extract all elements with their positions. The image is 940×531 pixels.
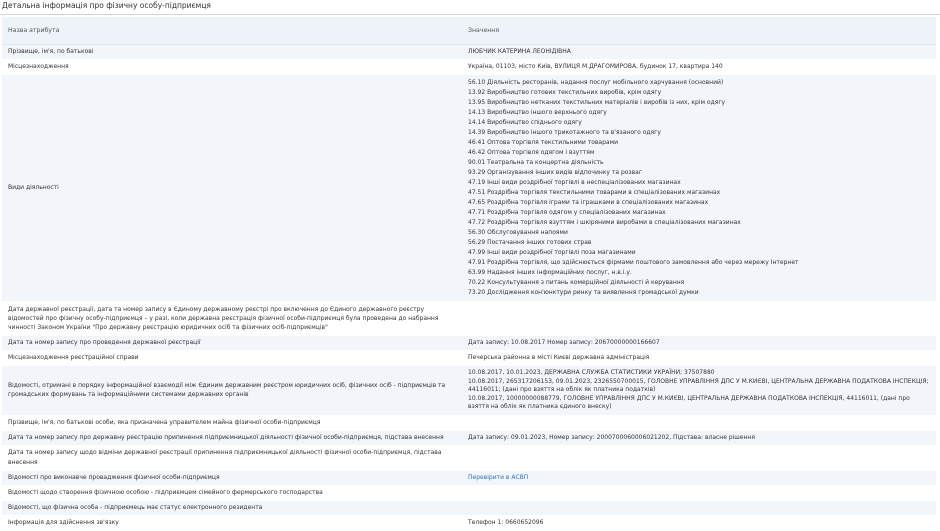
- row-label: Місцезнаходження реєстраційної справи: [2, 351, 464, 366]
- row-label-text: Дата державної реєстрації, дата та номер запису в Єдиному державному реєстрі про включення до Єдиного державного реєстру відомостей про фізичну особу-підприємця – у разі, коли державна реєстрація фізичної особи-підприємця була проведена до набрання чинності Законом України "Про державну реєстрацію юридичних осіб та фізичних осіб-підприємців": [8, 306, 439, 331]
- activity-item: 70.22 Консультування з питань комерційної діяльності й керування: [468, 279, 685, 286]
- check-asvp-link[interactable]: Перевірити в АСВП: [468, 473, 529, 481]
- row-label-text: Відомості, отримані в порядку інформаційної взаємодії між Єдиним державним реєстром юридичних осіб, фізичних осіб - підприємців та громадських формувань та інформаційними системами державних органів: [8, 382, 446, 399]
- activities-list: [464, 75, 936, 302]
- activity-item: 47.91 Роздрібна торгівля, що здійснюється фірмами поштового замовлення або через мережу Інтернет: [468, 259, 799, 266]
- table-row: [2, 485, 936, 500]
- header-attribute-name: Назва атрибута: [2, 17, 464, 45]
- table-row: [2, 351, 936, 366]
- activity-item: 56.29 Постачання інших готових страв: [468, 239, 592, 246]
- row-value: ЛЮБЧИК КАТЕРИНА ЛЕОНІДІВНА: [464, 45, 936, 60]
- activity-item: 47.19 Інші види роздрібної торгівлі в неспеціалізованих магазинах: [468, 179, 681, 186]
- activity-item: 47.65 Роздрібна торгівля іграми та іграшками в спеціалізованих магазинах: [468, 199, 709, 206]
- activity-item: 14.39 Виробництво іншого трикотажного та в'язаного одягу: [468, 129, 661, 136]
- activity-item: 73.20 Дослідження кон'юнктури ринку та виявлення громадської думки: [468, 289, 699, 296]
- title-divider: [0, 14, 940, 15]
- row-label: Місцезнаходження: [2, 60, 464, 75]
- table-row: [2, 470, 936, 485]
- header-value: Значення: [464, 17, 936, 45]
- table-row: [2, 75, 936, 302]
- row-label: Відомості про виконавче провадження фізичної особи-підприємця: [2, 470, 464, 485]
- row-value: Дата запису: 09.01.2023, Номер запису: 2000700060006021202, Підстава: власне рішення: [464, 430, 936, 445]
- activity-item: 47.72 Роздрібна торгівля взуттям і шкіряними виробами в спеціалізованих магазинах: [468, 219, 741, 226]
- row-value: [464, 302, 936, 336]
- activity-item: 90.01 Театральна та концертна діяльність: [468, 159, 604, 166]
- row-value: [464, 485, 936, 500]
- row-label: Відомості щодо створення фізичною особою - підприємцем сімейного фермерського господарства: [2, 485, 464, 500]
- activity-item: 14.14 Виробництво спіднього одягу: [468, 119, 582, 126]
- row-label: Дата та номер запису щодо відміни державної реєстрації припинення підприємницької діяльності фізичної особи-підприємця, підстава внесення: [2, 445, 464, 470]
- row-value: [464, 500, 936, 515]
- activity-item: 56.10 Діяльність ресторанів, надання послуг мобільного харчування (основний): [468, 79, 724, 86]
- row-label: Прізвище, ім'я, по батькові: [2, 45, 464, 60]
- table-row: [2, 445, 936, 470]
- activity-item: 56.30 Обслуговування напоями: [468, 229, 568, 236]
- attributes-table: [2, 17, 936, 531]
- activity-item: 47.71 Роздрібна торгівля одягом у спеціалізованих магазинах: [468, 209, 666, 216]
- row-value: [464, 470, 936, 485]
- row-value: [464, 415, 936, 430]
- table-row: [2, 45, 936, 60]
- activity-item: 46.41 Оптова торгівля текстильними товарами: [468, 139, 619, 146]
- row-label: [2, 366, 464, 416]
- info-line: 10.08.2017, 10000000088779, ГОЛОВНЕ УПРАВЛІННЯ ДПС У М.КИЄВІ, ЦЕНТРАЛЬНА ДЕРЖАВНА ПОДАТКОВА ІНСПЕКЦІЯ, 44116011, (дані про взяття на облік як платника єдиного внеску): [468, 394, 910, 410]
- activity-item: 46.42 Оптова торгівля одягом і взуттям: [468, 149, 595, 156]
- table-row: [2, 500, 936, 515]
- row-value: Печерська районна в місті Києві державна адміністрація: [464, 351, 936, 366]
- table-row: [2, 366, 936, 416]
- row-value: Україна, 01103, місто Київ, ВУЛИЦЯ М.ДРАГОМИРОВА, будинок 17, квартира 140: [464, 60, 936, 75]
- table-row: [2, 430, 936, 445]
- row-value: Телефон 1: 0660652096: [464, 515, 936, 530]
- page-title: Детальна інформація про фізичну особу-підприємця: [0, 0, 940, 14]
- row-label: Дата та номер запису про проведення державної реєстрації: [2, 336, 464, 351]
- activity-item: 47.51 Роздрібна торгівля текстильними товарами в спеціалізованих магазинах: [468, 189, 721, 196]
- activity-item: 93.29 Організування інших видів відпочинку та розваг: [468, 169, 642, 176]
- row-value: [464, 366, 936, 416]
- table-header-row: [2, 17, 936, 45]
- table-row: [2, 60, 936, 75]
- activity-item: 14.13 Виробництво іншого верхнього одягу: [468, 109, 607, 116]
- info-line: 10.08.2017, 10.01.2023, ДЕРЖАВНА СЛУЖБА СТАТИСТИКИ УКРАЇНИ; 37507880: [468, 369, 715, 376]
- activity-item: 13.95 Виробництво нетканих текстильних матеріалів і виробів із них, крім одягу: [468, 99, 726, 106]
- table-row: [2, 302, 936, 336]
- row-value: [464, 445, 936, 470]
- row-value: Дата запису: 10.08.2017 Номер запису: 20670000000166607: [464, 336, 936, 351]
- activity-item: 47.99 Інші види роздрібної торгівлі поза магазинами: [468, 249, 636, 256]
- table-row: [2, 515, 936, 530]
- row-label: Інформація для здійснення зв'язку: [2, 515, 464, 530]
- table-row: [2, 415, 936, 430]
- table-row: [2, 336, 936, 351]
- row-label: Відомості, що фізична особа - підприємець має статус електронного резидента: [2, 500, 464, 515]
- activity-item: 13.92 Виробництво готових текстильних виробів, крім одягу: [468, 89, 662, 96]
- row-label: Види діяльності: [2, 75, 464, 302]
- row-label: Прізвище, ім'я, по батькові особи, яка призначена управителем майна фізичної особи-підприємця: [2, 415, 464, 430]
- activity-item: 63.99 Надання інших інформаційних послуг, н.в.і.у.: [468, 269, 632, 276]
- row-label: [2, 302, 464, 336]
- row-label: Дата та номер запису про державну реєстрацію припинення підприємницької діяльності фізичної особи-підприємця, підстава внесення: [2, 430, 464, 445]
- info-line: 10.08.2017, 265317206153, 09.01.2023, 2326550700015, ГОЛОВНЕ УПРАВЛІННЯ ДПС У М.КИЄВІ, ЦЕНТРАЛЬНА ДЕРЖАВНА ПОДАТКОВА ІНСПЕКЦІЯ; 44116011; (дані про взяття на облік як платника податків): [468, 377, 929, 393]
